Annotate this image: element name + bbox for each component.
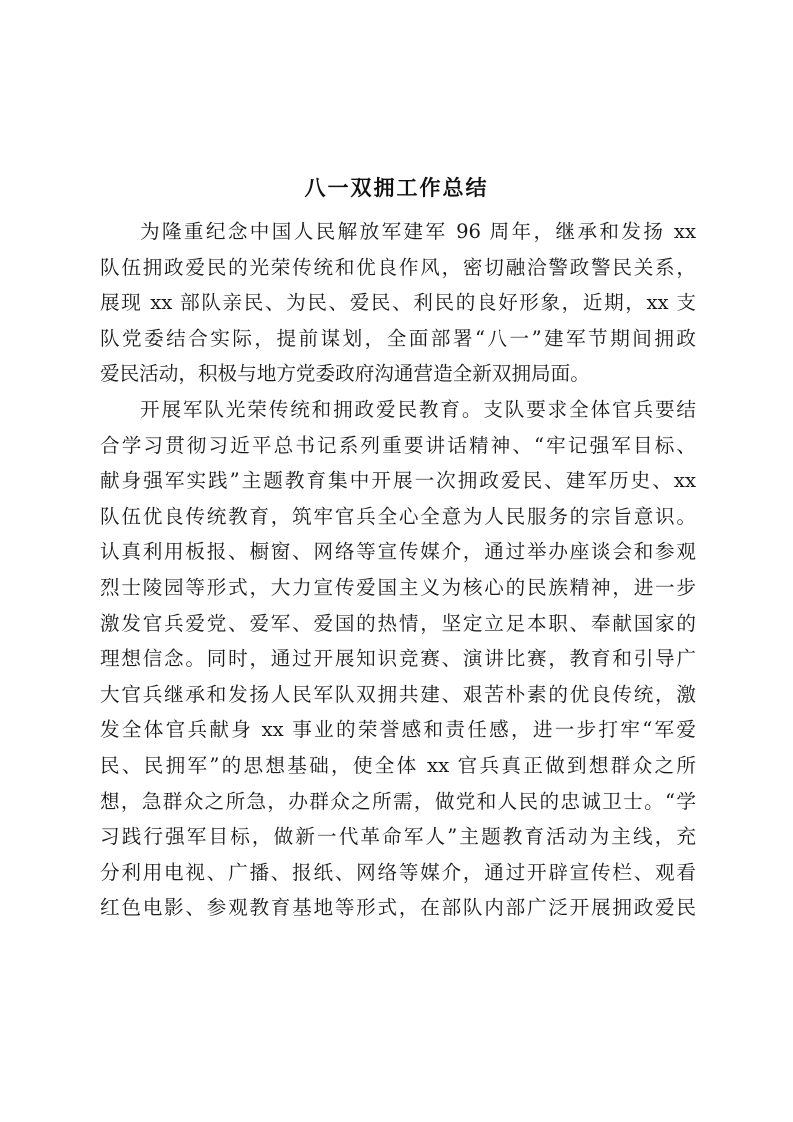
- text-line: 习践行强军目标，做新一代革命军人”主题教育活动为主线，充: [100, 825, 696, 849]
- text-line: 为隆重纪念中国人民解放军建军 96 周年，继承和发扬 xx: [140, 220, 696, 243]
- document-title: 八一双拥工作总结: [304, 175, 489, 200]
- text-line: 分利用电视、广播、报纸、网络等媒介，通过开辟宣传栏、观看: [100, 860, 696, 884]
- text-line: 开展军队光荣传统和拥政爱民教育。支队要求全体官兵要结: [140, 397, 696, 421]
- text-line: 展现 xx 部队亲民、为民、爱民、利民的良好形象，近期，xx 支: [100, 291, 696, 315]
- paragraph-1: [100, 214, 696, 392]
- text-line: 爱民活动，积极与地方党委政府沟通营造全新双拥局面。: [100, 362, 590, 386]
- text-line: 发全体官兵献身 xx 事业的荣誉感和责任感，进一步打牢“军爱: [100, 718, 696, 742]
- text-line: 队伍优良传统教育，筑牢官兵全心全意为人民服务的宗旨意识。: [100, 504, 696, 528]
- text-line: 队伍拥政爱民的光荣传统和优良作风，密切融洽警政警民关系，: [100, 255, 696, 279]
- text-line: 认真利用板报、橱窗、网络等宣传媒介，通过举办座谈会和参观: [100, 540, 696, 564]
- text-line: 红色电影、参观教育基地等形式，在部队内部广泛开展拥政爱民: [100, 896, 696, 920]
- text-line: 民、民拥军”的思想基础，使全体 xx 官兵真正做到想群众之所: [100, 753, 696, 777]
- text-line: 大官兵继承和发扬人民军队双拥共建、艰苦朴素的优良传统，激: [100, 682, 696, 706]
- text-line: 想，急群众之所急，办群众之所需，做党和人民的忠诚卫士。“学: [100, 789, 696, 813]
- text-line: 烈士陵园等形式，大力宣传爱国主义为核心的民族精神，进一步: [100, 575, 696, 599]
- text-line: 合学习贯彻习近平总书记系列重要讲话精神、“牢记强军目标、: [100, 433, 696, 457]
- text-line: 理想信念。同时，通过开展知识竞赛、演讲比赛，教育和引导广: [100, 647, 696, 671]
- document-body: [100, 214, 696, 926]
- text-line: 献身强军实践”主题教育集中开展一次拥政爱民、建军历史、xx: [100, 469, 696, 493]
- paragraph-2: [100, 392, 696, 926]
- text-line: 队党委结合实际，提前谋划，全面部署“八一”建军节期间拥政: [100, 326, 696, 350]
- text-line: 激发官兵爱党、爱军、爱国的热情，坚定立足本职、奉献国家的: [100, 611, 696, 635]
